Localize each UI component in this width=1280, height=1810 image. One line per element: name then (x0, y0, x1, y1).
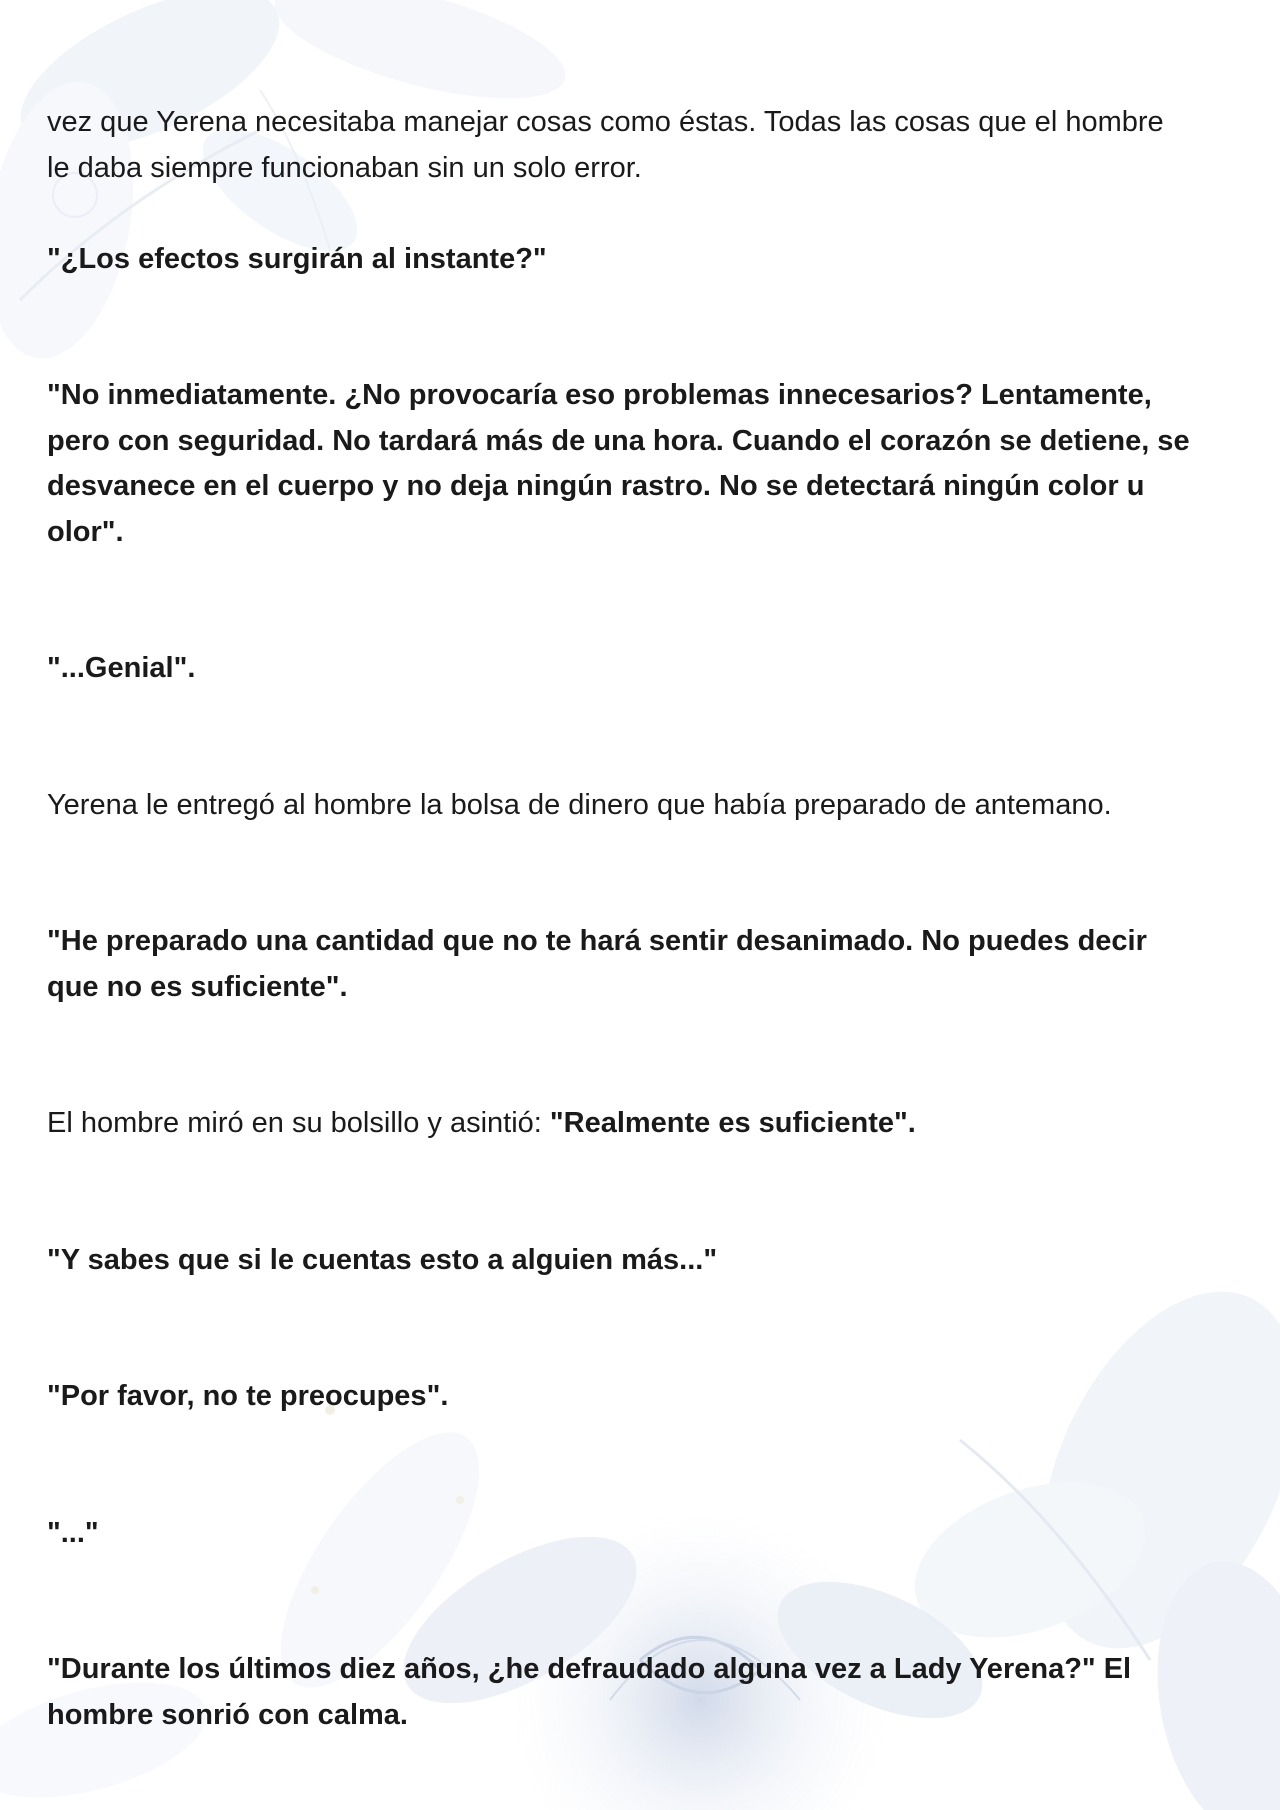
paragraph-4: "...Genial". (47, 652, 196, 684)
spacer (47, 828, 1237, 874)
spacer (47, 328, 1237, 374)
document-body (47, 100, 1237, 1738)
spacer (47, 1556, 1237, 1602)
spacer (47, 1602, 1237, 1648)
paragraph-2: "¿Los efectos surgirán al instante?" (47, 242, 547, 275)
spacer (47, 1192, 1237, 1238)
paragraph-7-bold: "Realmente es suficiente". (549, 1107, 916, 1139)
paragraph-10: "..." (47, 1516, 99, 1549)
spacer (47, 1283, 1237, 1329)
spacer (47, 1420, 1237, 1466)
paragraph-5: Yerena le entregó al hombre la bolsa de dinero que había preparado de antemano. (47, 788, 1112, 821)
spacer (47, 1329, 1237, 1375)
paragraph-6: "He preparado una cantidad que no te hará sentir desanimado. No puedes decir que no es suficiente". (47, 925, 1147, 1003)
spacer (47, 1465, 1237, 1511)
spacer (47, 1147, 1237, 1193)
paragraph-1: vez que Yerena necesitaba manejar cosas como éstas. Todas las cosas que el hombre le daba siempre funcionaban sin un solo error. (47, 106, 1164, 184)
spacer (47, 282, 1237, 328)
paragraph-9: "Por favor, no te preocupes". (47, 1380, 449, 1412)
paragraph-7 (47, 1101, 1237, 1147)
spacer (47, 601, 1237, 647)
spacer (47, 737, 1237, 783)
spacer (47, 874, 1237, 920)
paragraph-3: "No inmediatamente. ¿No provocaría eso problemas innecesarios? Lentamente, pero con seguridad. No tardará más de una hora. Cuando el corazón se detiene, se desvanece en el cuerpo y no deja ningún rastro. No se detectará ningún color u olor". (47, 379, 1190, 548)
paragraph-8: "Y sabes que si le cuentas esto a alguien más..." (47, 1243, 718, 1276)
spacer (47, 1056, 1237, 1102)
spacer (47, 191, 1237, 237)
paragraph-11: "Durante los últimos diez años, ¿he defraudado alguna vez a Lady Yerena?" El hombre sonrió con calma. (47, 1653, 1132, 1731)
spacer (47, 555, 1237, 601)
paragraph-7-normal: El hombre miró en su bolsillo y asintió: (47, 1107, 550, 1139)
spacer (47, 1010, 1237, 1056)
spacer (47, 692, 1237, 738)
